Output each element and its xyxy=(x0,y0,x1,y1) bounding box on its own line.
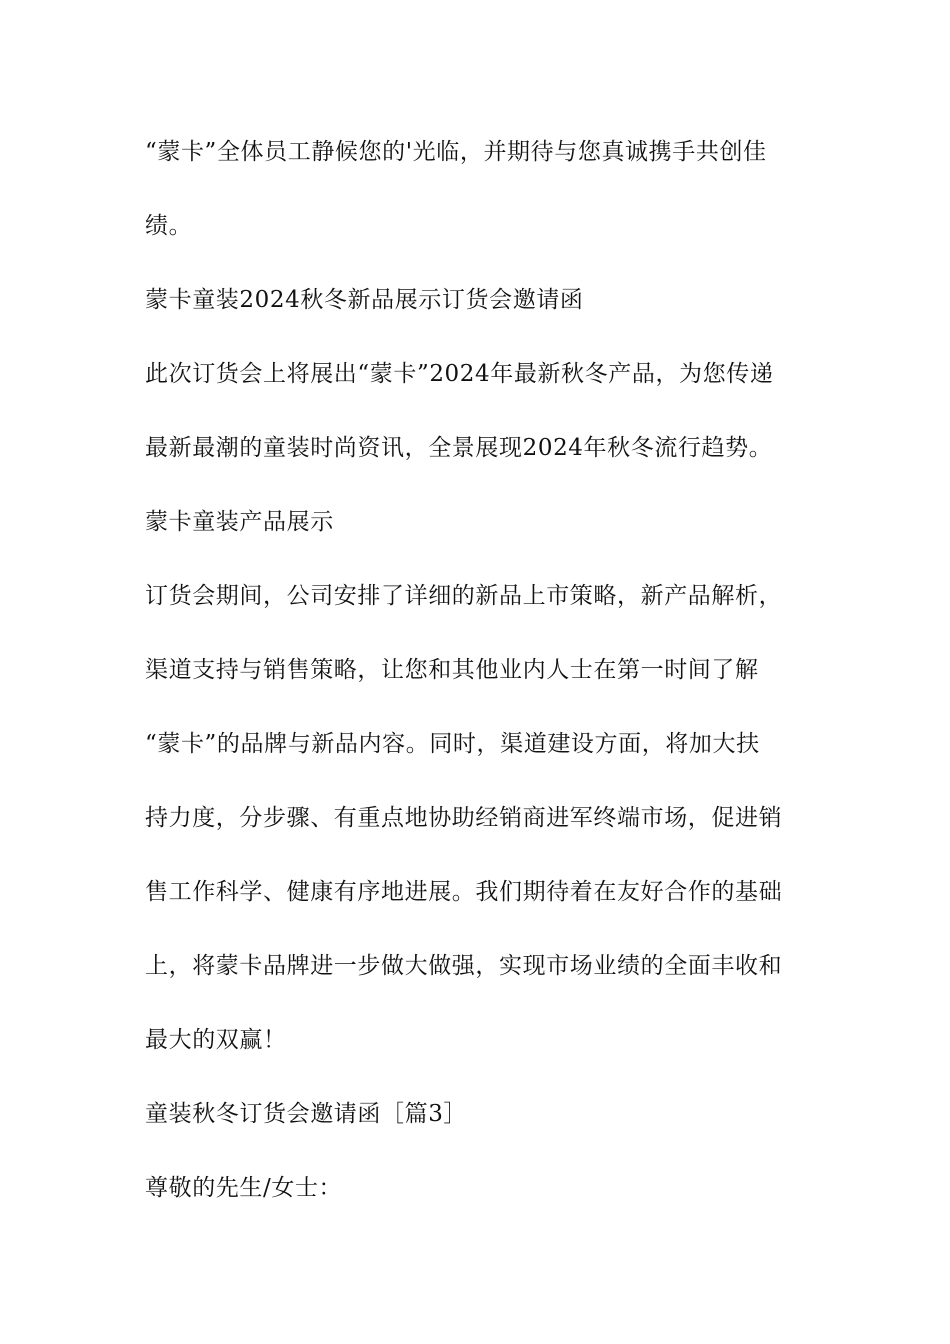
paragraph-line: “蒙卡”的品牌与新品内容。同时，渠道建设方面，将加大扶 xyxy=(145,731,760,757)
salutation: 尊敬的先生/女士： xyxy=(145,1175,343,1201)
paragraph-line: 持力度，分步骤、有重点地协助经销商进军终端市场，促进销 xyxy=(145,805,783,831)
paragraph-line: 渠道支持与销售策略，让您和其他业内人士在第一时间了解 xyxy=(145,657,759,683)
paragraph-line: 售工作科学、健康有序地进展。我们期待着在友好合作的基础 xyxy=(145,879,783,905)
section-heading: 童装秋冬订货会邀请函［篇3］ xyxy=(145,1101,468,1127)
paragraph-line: 最新最潮的童装时尚资讯，全景展现2024年秋冬流行趋势。 xyxy=(145,435,773,461)
section-heading: 蒙卡童装产品展示 xyxy=(145,509,334,535)
paragraph-line: 上，将蒙卡品牌进一步做大做强，实现市场业绩的全面丰收和 xyxy=(145,953,783,979)
paragraph-line: 最大的双赢！ xyxy=(145,1027,287,1053)
paragraph-line: “蒙卡”全体员工静候您的'光临，并期待与您真诚携手共创佳 xyxy=(145,139,767,165)
paragraph-line: 绩。 xyxy=(145,213,193,239)
paragraph-line: 订货会期间，公司安排了详细的新品上市策略，新产品解析， xyxy=(145,583,783,609)
paragraph-line: 此次订货会上将展出“蒙卡”2024年最新秋冬产品，为您传递 xyxy=(145,361,774,387)
section-heading: 蒙卡童装2024秋冬新品展示订货会邀请函 xyxy=(145,287,584,313)
